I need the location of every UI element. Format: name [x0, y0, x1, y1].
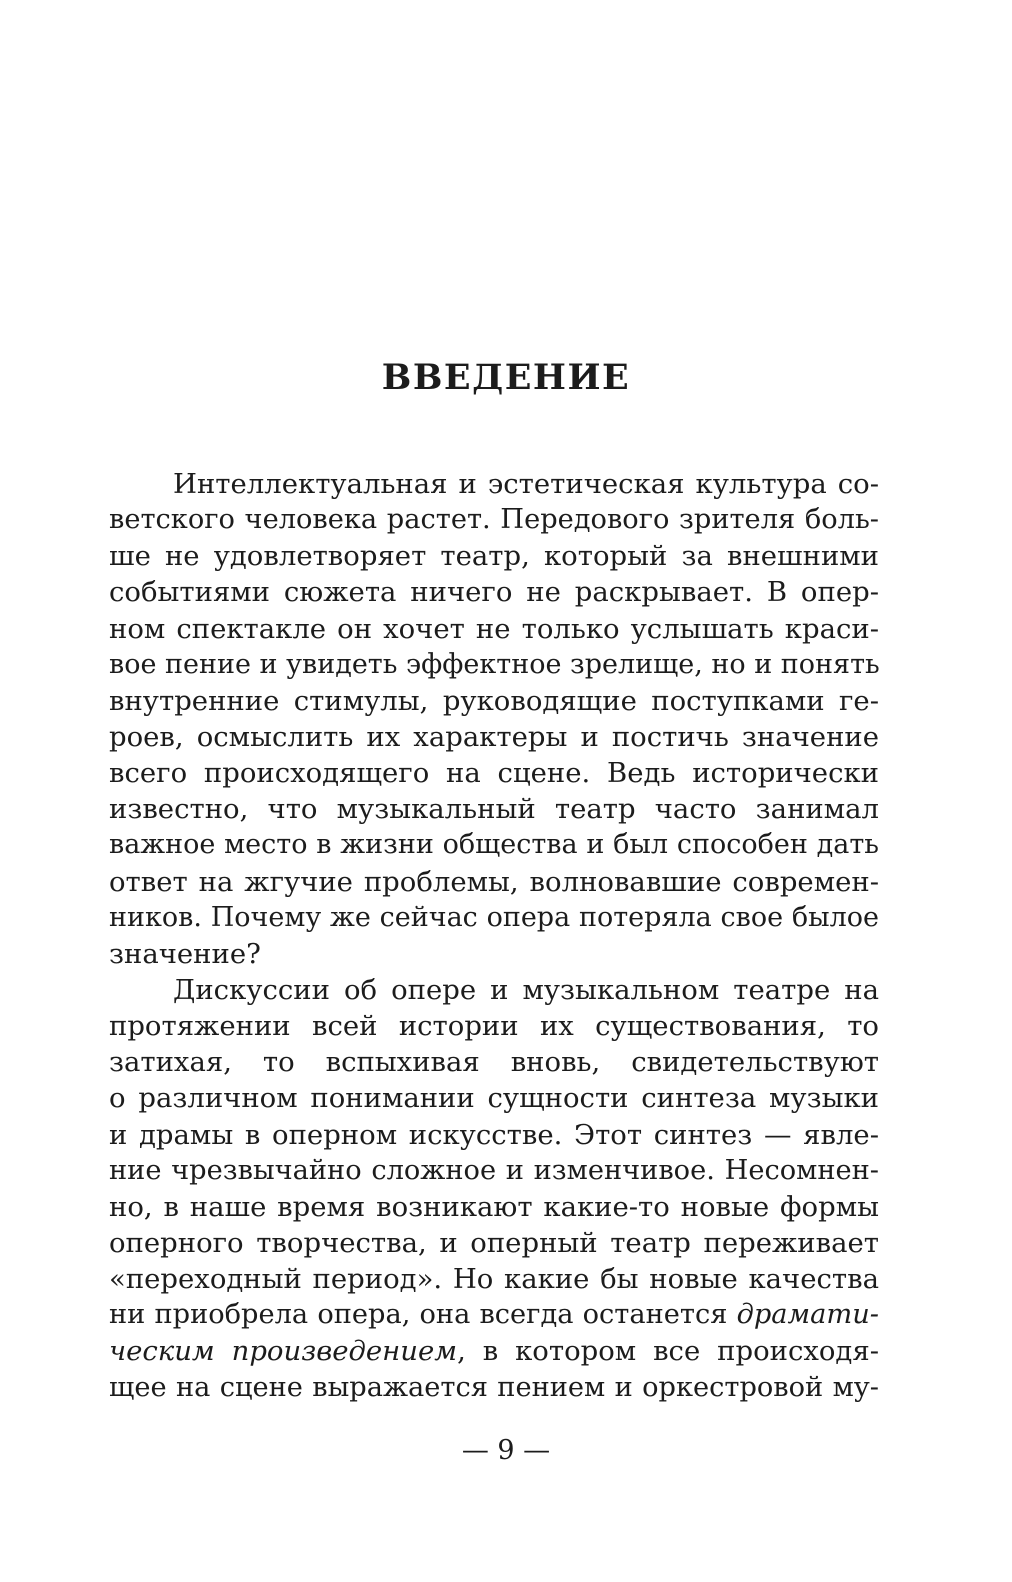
- text-line: всего происходящего на сцене. Ведь исторически: [109, 757, 879, 790]
- text-line: ветского человека растет. Передового зрителя боль-: [109, 504, 879, 536]
- text-line: и драмы в оперном искусстве. Этот синтез — явле-: [109, 1118, 879, 1151]
- text-run: ни приобрела опера, она всегда останется: [109, 1299, 728, 1331]
- text-line: роев, осмыслить их характеры и постичь значение: [109, 720, 879, 753]
- italic-run: драмати-: [736, 1299, 879, 1331]
- text-line: важное место в жизни общества и был способен дать: [109, 829, 879, 861]
- text-line: [109, 1333, 879, 1369]
- text-line: значение?: [109, 937, 261, 970]
- text-line: щее на сцене выражается пением и оркестровой му-: [109, 1371, 879, 1403]
- text-line: затихая, то вспыхивая вновь, свидетельствуют: [109, 1046, 879, 1079]
- italic-run: ческим произведением: [109, 1335, 458, 1368]
- text-line: ников. Почему же сейчас опера потеряла свое былое: [109, 901, 879, 933]
- text-line: ше не удовлетворяет театр, который за внешними: [109, 540, 879, 573]
- text-line: ние чрезвычайно сложное и изменчивое. Несомнен-: [109, 1154, 879, 1186]
- text-line: «переходный период». Но какие бы новые качества: [109, 1263, 879, 1296]
- text-line: о различном понимании сущности синтеза музыки: [109, 1082, 879, 1115]
- text-line: ном спектакле он хочет не только услышать краси-: [109, 612, 879, 645]
- text-line: [109, 1297, 879, 1333]
- text-line: Интеллектуальная и эстетическая культура со-: [173, 468, 879, 500]
- text-line: известно, что музыкальный театр часто занимал: [109, 793, 879, 826]
- text-line: событиями сюжета ничего не раскрывает. В опер-: [109, 576, 879, 609]
- text-line: но, в наше время возникают какие-то новые формы: [109, 1190, 879, 1223]
- page-number: — 9 —: [461, 1435, 551, 1466]
- text-line: Дискуссии об опере и музыкальном театре на: [173, 973, 879, 1006]
- text-line: ответ на жгучие проблемы, волновавшие современ-: [109, 865, 879, 898]
- text-line: внутренние стимулы, руководящие поступками ге-: [109, 684, 879, 717]
- text-line: протяжении всей истории их существования, то: [109, 1010, 879, 1043]
- text-line: оперного творчества, и оперный театр переживает: [109, 1226, 879, 1259]
- chapter-heading: ВВЕДЕНИЕ: [381, 357, 631, 398]
- text-line: вое пение и увидеть эффектное зрелище, но и понять: [109, 648, 880, 680]
- text-run: , в котором все происходя-: [457, 1335, 879, 1368]
- body-text: [109, 466, 879, 1406]
